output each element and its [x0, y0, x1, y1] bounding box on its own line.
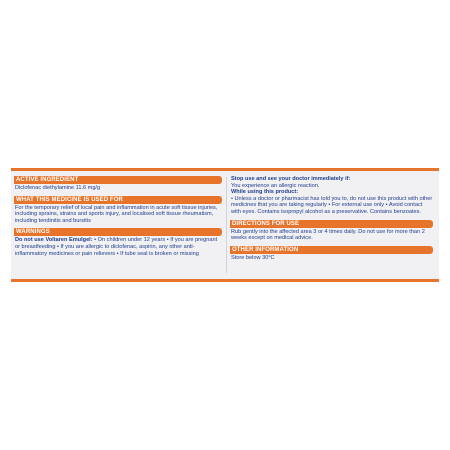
while-using-heading: While using this product:: [231, 189, 299, 196]
active-ingredient-text: Diclofenac diethylamine 11.6 mg/g: [15, 185, 101, 191]
active-ingredient-header: ACTIVE INGREDIENT: [14, 176, 222, 184]
right-column: [230, 176, 433, 275]
directions-header: DIRECTIONS FOR USE: [230, 220, 433, 228]
while-using-text: • Unless a doctor or pharmacist has told you to, do not use this product with other medicines that you are taking regularly • For external use only • Avoid contact with eyes. Contains isopropyl alcohol as a preservative. Contains benzoates.: [231, 195, 433, 215]
left-column: [14, 176, 222, 275]
uses-text: For the temporary relief of local pain and inflammation in acute soft tissue injuries, including sprains, strains and sports injury, and localised soft tissue rheumatism, including tendinitis and bursitis: [15, 204, 218, 224]
stop-use-line: You experience an allergic reaction.: [231, 182, 320, 189]
stop-use-heading: Stop use and see your doctor immediately if:: [231, 176, 351, 182]
drug-facts-panel: [11, 168, 439, 282]
directions-text: Rub gently into the affected area 3 or 4 times daily. Do not use for more than 2 weeks except on medical advice.: [231, 228, 425, 242]
warnings-body: • On children under 12 years • If you are pregnant or breastfeeding • If you are allergic to diclofenac, aspirin, any other anti-inflammatory medicines or pain relievers • If tube seal is broken or missing: [15, 237, 218, 257]
other-info-text: Store below 30°C: [231, 254, 275, 261]
warnings-text: [14, 237, 222, 257]
warnings-bold-lead: Do not use Voltaren Emulgel:: [15, 237, 93, 244]
stop-use-block: [230, 176, 433, 216]
other-info-header: OTHER INFORMATION: [230, 246, 433, 254]
uses-header: WHAT THIS MEDICINE IS USED FOR: [14, 196, 222, 204]
column-divider: [226, 177, 227, 273]
warnings-header: WARNINGS: [14, 228, 222, 236]
